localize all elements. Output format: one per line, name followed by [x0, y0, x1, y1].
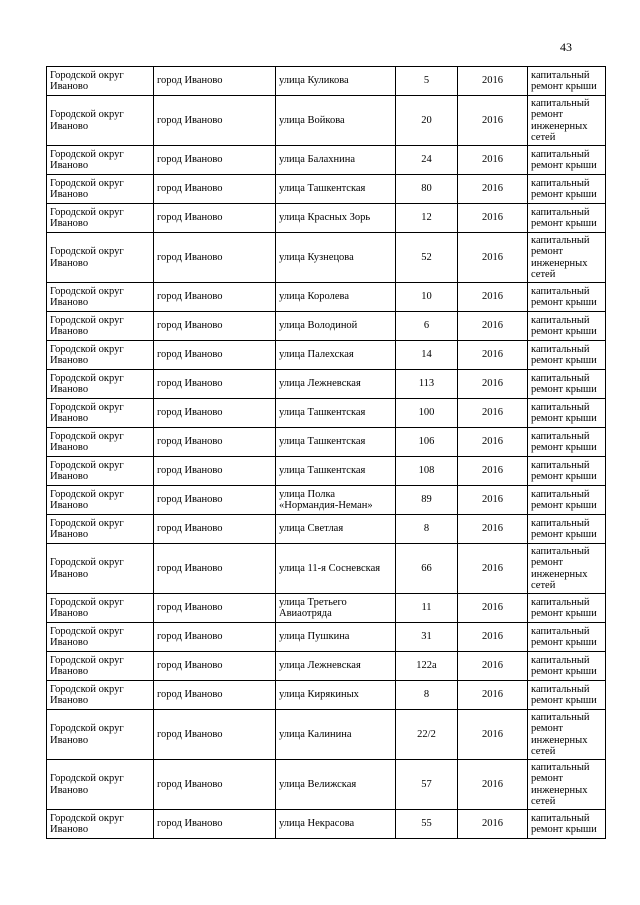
city-cell: город Иваново — [154, 428, 276, 457]
house-number-cell: 5 — [396, 67, 458, 96]
year-cell: 2016 — [458, 710, 528, 760]
district-cell: Городской округ Иваново — [47, 341, 154, 370]
city-cell: город Иваново — [154, 486, 276, 515]
city-cell: город Иваново — [154, 370, 276, 399]
district-cell: Городской округ Иваново — [47, 399, 154, 428]
house-number-cell: 122а — [396, 652, 458, 681]
street-cell: улица Войкова — [276, 96, 396, 146]
table-row — [47, 594, 606, 623]
house-number-cell: 8 — [396, 515, 458, 544]
street-cell: улица Калинина — [276, 710, 396, 760]
district-cell: Городской округ Иваново — [47, 594, 154, 623]
street-cell: улица Ташкентская — [276, 175, 396, 204]
district-cell: Городской округ Иваново — [47, 544, 154, 594]
year-cell: 2016 — [458, 341, 528, 370]
district-cell: Городской округ Иваново — [47, 515, 154, 544]
table-row — [47, 681, 606, 710]
house-number-cell: 80 — [396, 175, 458, 204]
work-type-cell: капитальный ремонт крыши — [528, 175, 606, 204]
city-cell: город Иваново — [154, 146, 276, 175]
district-cell: Городской округ Иваново — [47, 96, 154, 146]
district-cell: Городской округ Иваново — [47, 428, 154, 457]
year-cell: 2016 — [458, 146, 528, 175]
district-cell: Городской округ Иваново — [47, 810, 154, 839]
year-cell: 2016 — [458, 515, 528, 544]
house-number-cell: 55 — [396, 810, 458, 839]
district-cell: Городской округ Иваново — [47, 760, 154, 810]
house-number-cell: 10 — [396, 283, 458, 312]
street-cell: улица Красных Зорь — [276, 204, 396, 233]
table-row — [47, 67, 606, 96]
street-cell: улица Полка «Нормандия-Неман» — [276, 486, 396, 515]
table-row — [47, 544, 606, 594]
work-type-cell: капитальный ремонт инженерных сетей — [528, 710, 606, 760]
street-cell: улица Королева — [276, 283, 396, 312]
district-cell: Городской округ Иваново — [47, 457, 154, 486]
work-type-cell: капитальный ремонт крыши — [528, 486, 606, 515]
house-number-cell: 11 — [396, 594, 458, 623]
house-number-cell: 12 — [396, 204, 458, 233]
district-cell: Городской округ Иваново — [47, 67, 154, 96]
year-cell: 2016 — [458, 283, 528, 312]
street-cell: улица Куликова — [276, 67, 396, 96]
city-cell: город Иваново — [154, 233, 276, 283]
work-type-cell: капитальный ремонт инженерных сетей — [528, 544, 606, 594]
city-cell: город Иваново — [154, 341, 276, 370]
work-type-cell: капитальный ремонт крыши — [528, 515, 606, 544]
city-cell: город Иваново — [154, 710, 276, 760]
house-number-cell: 24 — [396, 146, 458, 175]
year-cell: 2016 — [458, 623, 528, 652]
house-number-cell: 106 — [396, 428, 458, 457]
work-type-cell: капитальный ремонт крыши — [528, 370, 606, 399]
work-type-cell: капитальный ремонт крыши — [528, 428, 606, 457]
table-row — [47, 283, 606, 312]
repair-schedule-table — [46, 66, 606, 839]
street-cell: улица Балахнина — [276, 146, 396, 175]
house-number-cell: 14 — [396, 341, 458, 370]
street-cell: улица 11-я Сосневская — [276, 544, 396, 594]
work-type-cell: капитальный ремонт крыши — [528, 457, 606, 486]
table-row — [47, 96, 606, 146]
house-number-cell: 52 — [396, 233, 458, 283]
house-number-cell: 22/2 — [396, 710, 458, 760]
house-number-cell: 100 — [396, 399, 458, 428]
house-number-cell: 89 — [396, 486, 458, 515]
district-cell: Городской округ Иваново — [47, 370, 154, 399]
year-cell: 2016 — [458, 399, 528, 428]
table-row — [47, 515, 606, 544]
city-cell: город Иваново — [154, 515, 276, 544]
street-cell: улица Пушкина — [276, 623, 396, 652]
street-cell: улица Светлая — [276, 515, 396, 544]
district-cell: Городской округ Иваново — [47, 312, 154, 341]
year-cell: 2016 — [458, 486, 528, 515]
year-cell: 2016 — [458, 681, 528, 710]
city-cell: город Иваново — [154, 810, 276, 839]
year-cell: 2016 — [458, 810, 528, 839]
district-cell: Городской округ Иваново — [47, 623, 154, 652]
work-type-cell: капитальный ремонт крыши — [528, 623, 606, 652]
year-cell: 2016 — [458, 312, 528, 341]
work-type-cell: капитальный ремонт инженерных сетей — [528, 760, 606, 810]
work-type-cell: капитальный ремонт крыши — [528, 283, 606, 312]
district-cell: Городской округ Иваново — [47, 486, 154, 515]
street-cell: улица Лежневская — [276, 370, 396, 399]
district-cell: Городской округ Иваново — [47, 175, 154, 204]
work-type-cell: капитальный ремонт крыши — [528, 312, 606, 341]
street-cell: улица Третьего Авиаотряда — [276, 594, 396, 623]
year-cell: 2016 — [458, 652, 528, 681]
house-number-cell: 66 — [396, 544, 458, 594]
city-cell: город Иваново — [154, 594, 276, 623]
work-type-cell: капитальный ремонт крыши — [528, 594, 606, 623]
district-cell: Городской округ Иваново — [47, 652, 154, 681]
city-cell: город Иваново — [154, 312, 276, 341]
street-cell: улица Ташкентская — [276, 457, 396, 486]
table-row — [47, 760, 606, 810]
table-row — [47, 233, 606, 283]
city-cell: город Иваново — [154, 399, 276, 428]
street-cell: улица Некрасова — [276, 810, 396, 839]
city-cell: город Иваново — [154, 760, 276, 810]
year-cell: 2016 — [458, 544, 528, 594]
work-type-cell: капитальный ремонт инженерных сетей — [528, 233, 606, 283]
street-cell: улица Кузнецова — [276, 233, 396, 283]
house-number-cell: 57 — [396, 760, 458, 810]
street-cell: улица Лежневская — [276, 652, 396, 681]
work-type-cell: капитальный ремонт инженерных сетей — [528, 96, 606, 146]
work-type-cell: капитальный ремонт крыши — [528, 681, 606, 710]
city-cell: город Иваново — [154, 283, 276, 312]
district-cell: Городской округ Иваново — [47, 204, 154, 233]
year-cell: 2016 — [458, 233, 528, 283]
year-cell: 2016 — [458, 594, 528, 623]
table-body — [47, 67, 606, 839]
street-cell: улица Велижская — [276, 760, 396, 810]
year-cell: 2016 — [458, 457, 528, 486]
year-cell: 2016 — [458, 760, 528, 810]
district-cell: Городской округ Иваново — [47, 283, 154, 312]
year-cell: 2016 — [458, 175, 528, 204]
street-cell: улица Кирякиных — [276, 681, 396, 710]
work-type-cell: капитальный ремонт крыши — [528, 67, 606, 96]
table-row — [47, 312, 606, 341]
district-cell: Городской округ Иваново — [47, 233, 154, 283]
city-cell: город Иваново — [154, 204, 276, 233]
table-row — [47, 710, 606, 760]
city-cell: город Иваново — [154, 175, 276, 204]
work-type-cell: капитальный ремонт крыши — [528, 652, 606, 681]
house-number-cell: 20 — [396, 96, 458, 146]
house-number-cell: 6 — [396, 312, 458, 341]
work-type-cell: капитальный ремонт крыши — [528, 146, 606, 175]
house-number-cell: 108 — [396, 457, 458, 486]
table-row — [47, 146, 606, 175]
table-row — [47, 810, 606, 839]
district-cell: Городской округ Иваново — [47, 146, 154, 175]
table-row — [47, 175, 606, 204]
street-cell: улица Володиной — [276, 312, 396, 341]
work-type-cell: капитальный ремонт крыши — [528, 399, 606, 428]
year-cell: 2016 — [458, 67, 528, 96]
year-cell: 2016 — [458, 428, 528, 457]
district-cell: Городской округ Иваново — [47, 681, 154, 710]
table-row — [47, 457, 606, 486]
table-row — [47, 428, 606, 457]
table-row — [47, 652, 606, 681]
table-row — [47, 370, 606, 399]
house-number-cell: 31 — [396, 623, 458, 652]
year-cell: 2016 — [458, 204, 528, 233]
year-cell: 2016 — [458, 370, 528, 399]
city-cell: город Иваново — [154, 457, 276, 486]
table-row — [47, 623, 606, 652]
city-cell: город Иваново — [154, 67, 276, 96]
table-row — [47, 204, 606, 233]
table-row — [47, 486, 606, 515]
work-type-cell: капитальный ремонт крыши — [528, 204, 606, 233]
house-number-cell: 113 — [396, 370, 458, 399]
house-number-cell: 8 — [396, 681, 458, 710]
page-number: 43 — [560, 40, 572, 54]
street-cell: улица Ташкентская — [276, 399, 396, 428]
table-row — [47, 399, 606, 428]
work-type-cell: капитальный ремонт крыши — [528, 341, 606, 370]
city-cell: город Иваново — [154, 681, 276, 710]
street-cell: улица Палехская — [276, 341, 396, 370]
city-cell: город Иваново — [154, 652, 276, 681]
district-cell: Городской округ Иваново — [47, 710, 154, 760]
table-row — [47, 341, 606, 370]
city-cell: город Иваново — [154, 623, 276, 652]
city-cell: город Иваново — [154, 544, 276, 594]
year-cell: 2016 — [458, 96, 528, 146]
street-cell: улица Ташкентская — [276, 428, 396, 457]
work-type-cell: капитальный ремонт крыши — [528, 810, 606, 839]
city-cell: город Иваново — [154, 96, 276, 146]
